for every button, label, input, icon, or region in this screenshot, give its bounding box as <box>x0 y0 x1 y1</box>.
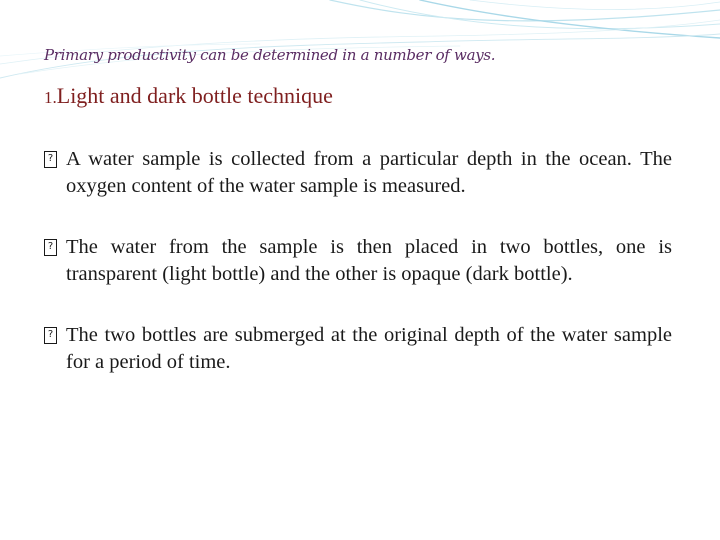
replacement-character-icon: ? <box>44 239 57 256</box>
heading-number: 1. <box>44 88 57 107</box>
bullet-text: The two bottles are submerged at the original depth of the water sample for a period of time. <box>66 324 672 373</box>
bullet-list <box>44 146 672 376</box>
replacement-character-icon: ? <box>44 151 57 168</box>
bullet-item <box>44 146 672 200</box>
bullet-text: The water from the sample is then placed in two bottles, one is transparent (light bottle) and the other is opaque (dark bottle). <box>66 236 672 285</box>
wave-line <box>330 0 720 21</box>
slide-subtitle: Primary productivity can be determined in a number of ways. <box>44 46 496 64</box>
bullet-item <box>44 234 672 288</box>
bullet-text: A water sample is collected from a particular depth in the ocean. The oxygen content of the water sample is measured. <box>66 148 672 197</box>
heading-text: Light and dark bottle technique <box>56 83 333 108</box>
replacement-character-icon: ? <box>44 327 57 344</box>
wave-line <box>470 0 720 9</box>
bullet-item <box>44 322 672 376</box>
slide-heading <box>44 83 333 109</box>
